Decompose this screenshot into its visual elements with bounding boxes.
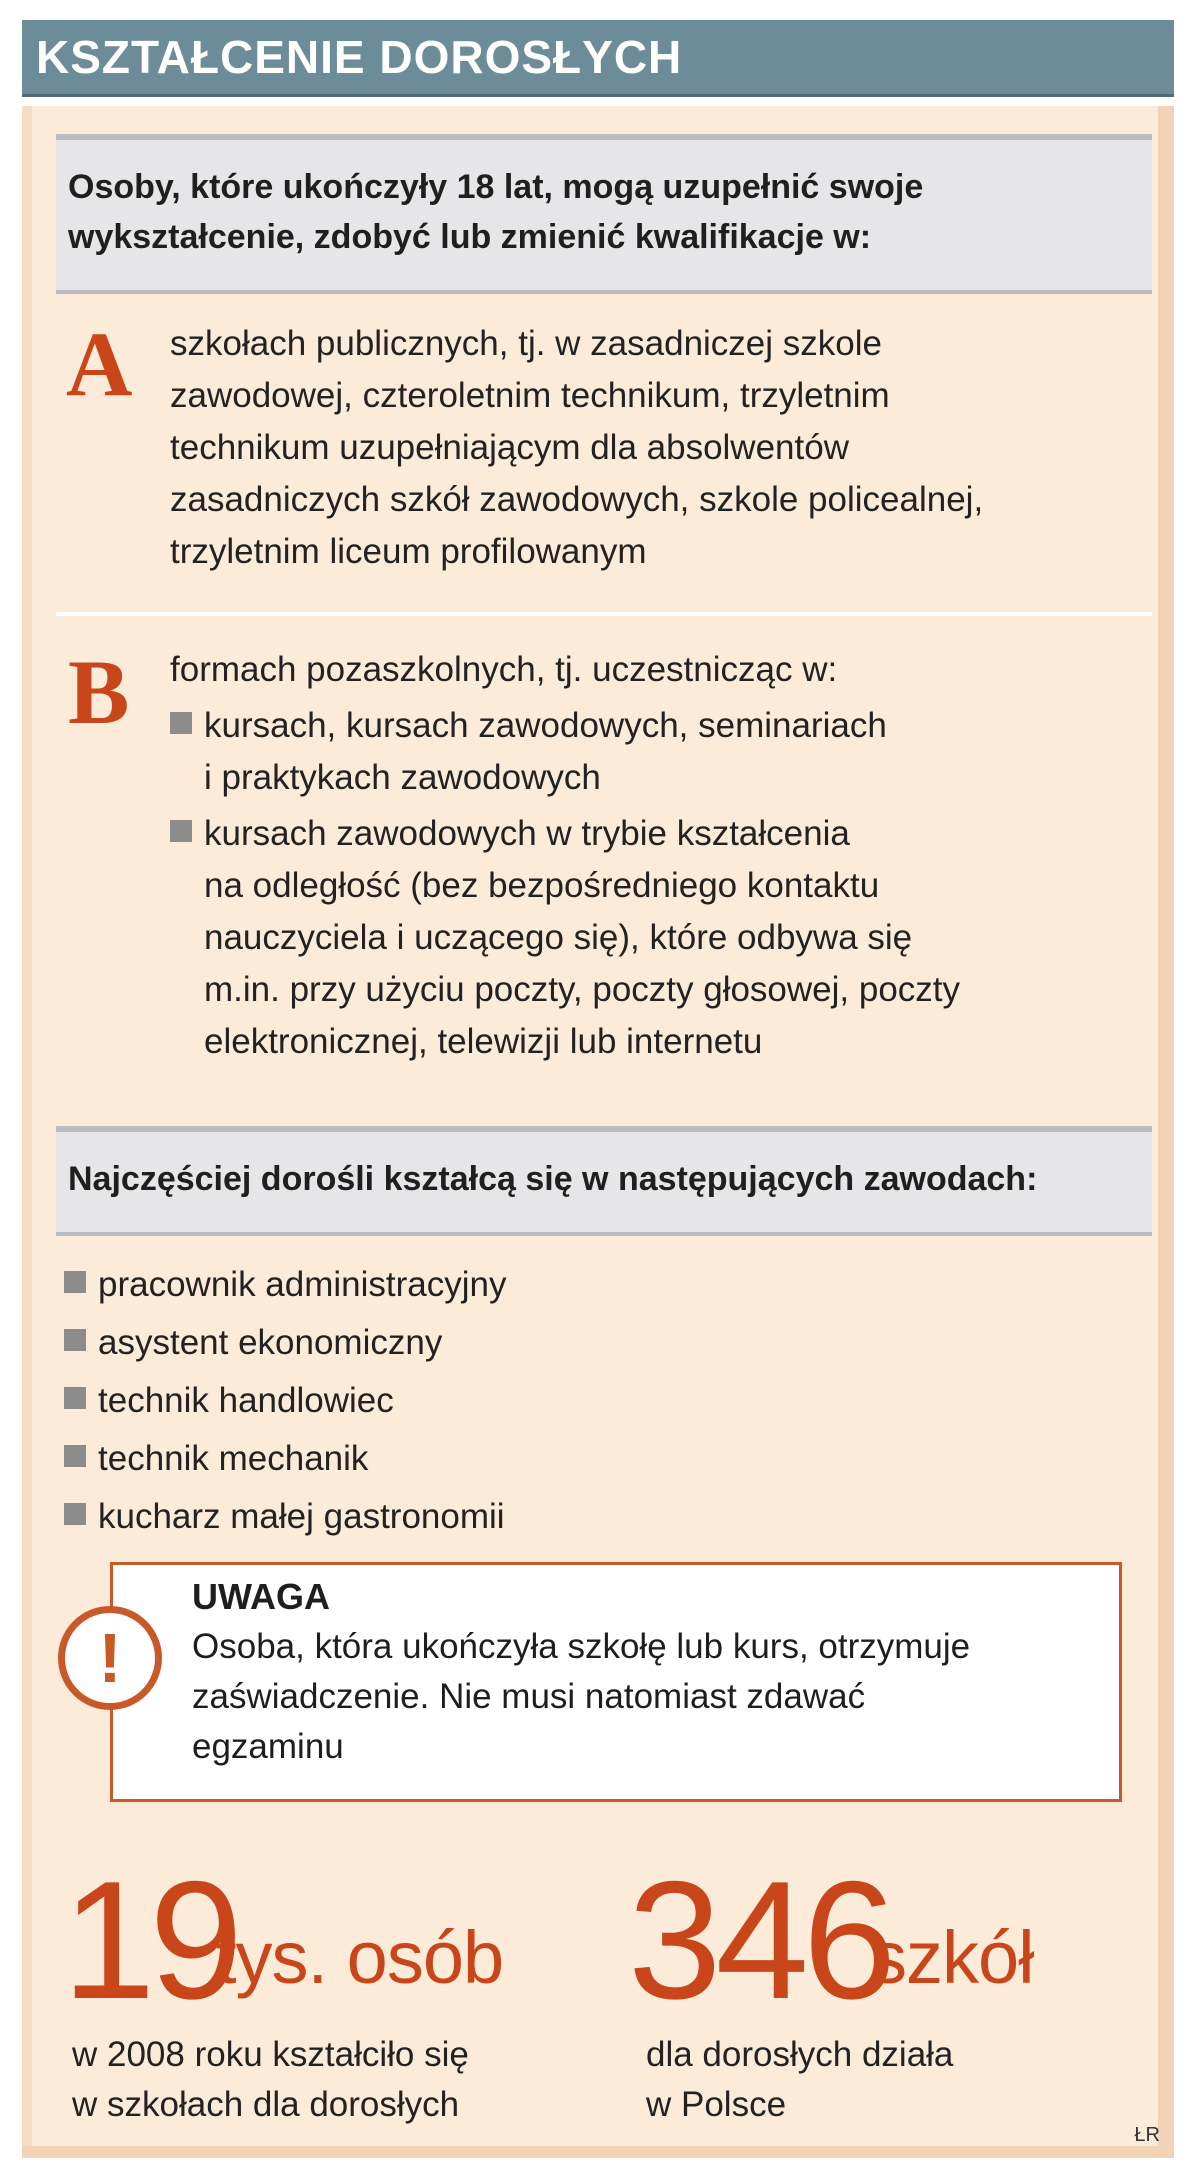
professions-heading <box>56 1126 1152 1236</box>
square-bullet-icon <box>170 820 192 842</box>
list-item <box>64 1372 964 1430</box>
section-divider <box>56 612 1152 616</box>
section-b-bullet-line: kursach, kursach zawodowych, seminariach <box>204 706 887 745</box>
stat-desc-schools <box>646 2030 953 2130</box>
square-bullet-icon <box>64 1387 86 1409</box>
section-b-intro: formach pozaszkolnych, tj. uczestnicząc w: <box>170 650 838 689</box>
list-item <box>64 1488 964 1546</box>
intro-heading <box>56 134 1152 294</box>
panel-edge-right <box>1158 106 1174 2158</box>
profession-label: technik handlowiec <box>98 1381 394 1420</box>
section-a-line: zasadniczych szkół zawodowych, szkole policealnej, <box>170 480 984 519</box>
stat-desc-line: dla dorosłych działa <box>646 2035 954 2074</box>
section-a-line: trzyletnim liceum profilowanym <box>170 532 647 571</box>
stat-desc-line: w szkołach dla dorosłych <box>72 2085 460 2124</box>
title-bar <box>22 20 1174 97</box>
square-bullet-icon <box>64 1271 86 1293</box>
page-title: KSZTAŁCENIE DOROSŁYCH <box>36 31 683 83</box>
section-b-bullet-line: na odległość (bez bezpośredniego kontaktu <box>204 866 880 905</box>
profession-label: pracownik administracyjny <box>98 1265 507 1304</box>
stat-desc-line: w 2008 roku kształciło się <box>72 2035 469 2074</box>
professions-list <box>64 1256 964 1546</box>
stat-number-schools: 346 <box>628 1846 891 2034</box>
section-b-bullet-line: kursach zawodowych w trybie kształcenia <box>204 814 850 853</box>
section-a-line: zawodowej, czteroletnim technikum, trzyletnim <box>170 376 890 415</box>
square-bullet-icon <box>170 712 192 734</box>
warning-line: zaświadczenie. Nie musi natomiast zdawać <box>192 1677 866 1716</box>
section-b-bullet-1 <box>170 700 1130 804</box>
intro-line-2: wykształcenie, zdobyć lub zmienić kwalifikacje w: <box>68 218 872 256</box>
section-b-bullet-line: nauczyciela i uczącego się), które odbywa się <box>204 918 913 957</box>
list-item <box>64 1314 964 1372</box>
warning-title: UWAGA <box>192 1576 330 1617</box>
list-item <box>64 1256 964 1314</box>
section-b-bullet-2 <box>170 808 1130 1068</box>
section-b-bullet-line: i praktykach zawodowych <box>204 758 601 797</box>
stat-unit-schools: szkół <box>870 1916 1034 1999</box>
stat-number-students: 19 <box>62 1846 237 2034</box>
profession-label: technik mechanik <box>98 1439 369 1478</box>
list-item <box>64 1430 964 1488</box>
stat-desc-line: w Polsce <box>646 2085 787 2124</box>
warning-line: Osoba, która ukończyła szkołę lub kurs, otrzymuje <box>192 1627 971 1666</box>
section-a-line: szkołach publicznych, tj. w zasadniczej szkole <box>170 324 882 363</box>
square-bullet-icon <box>64 1503 86 1525</box>
square-bullet-icon <box>64 1445 86 1467</box>
section-a-letter: A <box>66 313 133 415</box>
warning-line: egzaminu <box>192 1727 344 1766</box>
section-a-line: technikum uzupełniającym dla absolwentów <box>170 428 849 467</box>
professions-heading-text: Najczęściej dorośli kształcą się w następujących zawodach: <box>68 1160 1038 1198</box>
profession-label: kucharz małej gastronomii <box>98 1497 505 1536</box>
section-b-letter: B <box>68 641 130 743</box>
square-bullet-icon <box>64 1329 86 1351</box>
exclamation-icon: ! <box>58 1606 162 1710</box>
warning-text <box>192 1622 1092 1772</box>
section-a-text <box>170 318 1130 578</box>
stat-unit-students: tys. osób <box>216 1916 504 1999</box>
panel-edge-bottom <box>22 2146 1174 2158</box>
stat-desc-students <box>72 2030 469 2130</box>
section-b-bullet-line: m.in. przy użyciu poczty, poczty głosowej, poczty <box>204 970 961 1009</box>
panel-edge-left <box>22 106 32 2158</box>
section-b-bullet-line: elektronicznej, telewizji lub internetu <box>204 1022 763 1061</box>
author-credit: ŁR <box>1134 2124 1160 2146</box>
profession-label: asystent ekonomiczny <box>98 1323 443 1362</box>
intro-line-1: Osoby, które ukończyły 18 lat, mogą uzupełnić swoje <box>68 168 924 206</box>
